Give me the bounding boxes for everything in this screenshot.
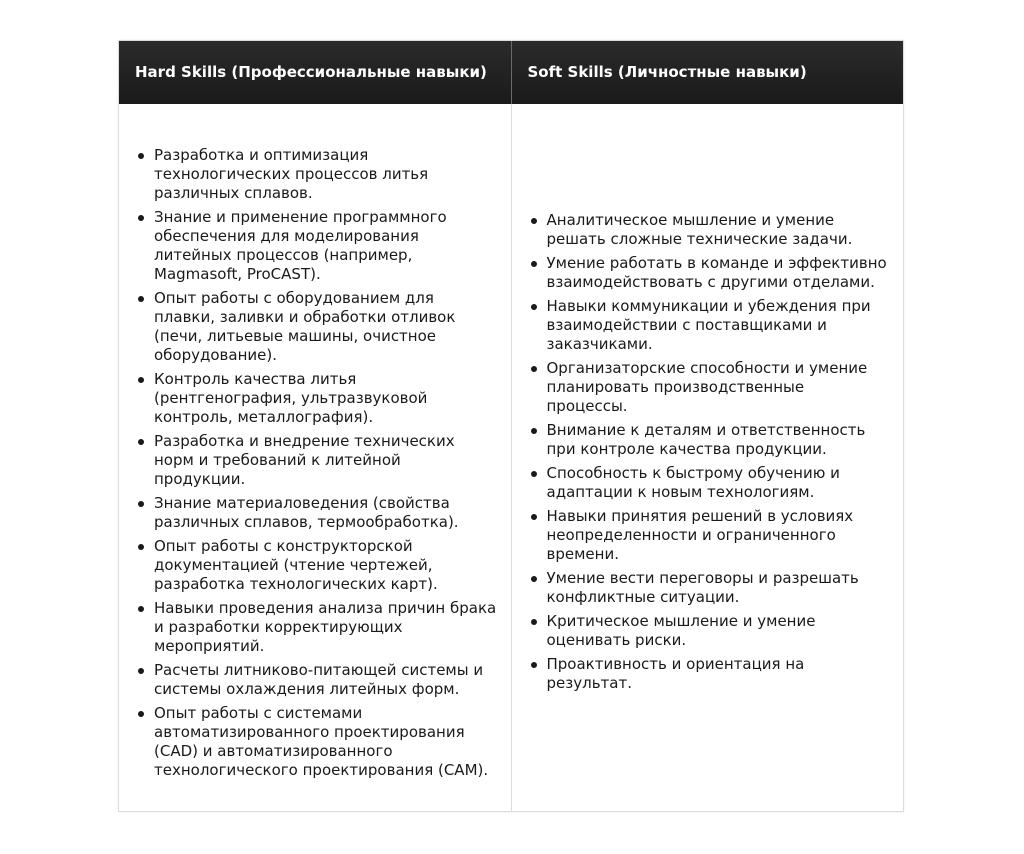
list-item: Контроль качества литья (рентгенография, ультразвуковой контроль, металлография). — [133, 370, 497, 427]
list-item: Проактивность и ориентация на результат. — [526, 655, 890, 693]
list-item: Навыки коммуникации и убеждения при взаимодействии с поставщиками и заказчиками. — [526, 297, 890, 354]
list-item: Внимание к деталям и ответственность при контроле качества продукции. — [526, 421, 890, 459]
list-item: Разработка и оптимизация технологических процессов литья различных сплавов. — [133, 146, 497, 203]
list-item: Опыт работы с оборудованием для плавки, заливки и обработки отливок (печи, литьевые машины, очистное оборудование). — [133, 289, 497, 365]
list-item: Опыт работы с конструкторской документацией (чтение чертежей, разработка технологических карт). — [133, 537, 497, 594]
table-header-row — [119, 41, 903, 104]
list-item: Навыки проведения анализа причин брака и разработки корректирующих мероприятий. — [133, 599, 497, 656]
list-item: Знание и применение программного обеспечения для моделирования литейных процессов (например, Magmasoft, ProCAST). — [133, 208, 497, 284]
list-item: Знание материаловедения (свойства различных сплавов, термообработка). — [133, 494, 497, 532]
soft-skills-cell — [511, 104, 904, 811]
list-item: Критическое мышление и умение оценивать риски. — [526, 612, 890, 650]
list-item: Опыт работы с системами автоматизированного проектирования (CAD) и автоматизированного технологического проектирования (CAM). — [133, 704, 497, 780]
list-item: Умение работать в команде и эффективно взаимодействовать с другими отделами. — [526, 254, 890, 292]
list-item: Разработка и внедрение технических норм и требований к литейной продукции. — [133, 432, 497, 489]
hard-skills-cell — [119, 104, 511, 811]
list-item: Умение вести переговоры и разрешать конфликтные ситуации. — [526, 569, 890, 607]
list-item: Навыки принятия решений в условиях неопределенности и ограниченного времени. — [526, 507, 890, 564]
header-hard-skills: Hard Skills (Профессиональные навыки) — [135, 63, 487, 81]
skills-table — [118, 40, 904, 812]
list-item: Аналитическое мышление и умение решать сложные технические задачи. — [526, 211, 890, 249]
hard-skills-list — [133, 146, 497, 780]
table-body-row — [119, 104, 903, 811]
header-soft-skills: Soft Skills (Личностные навыки) — [511, 41, 904, 104]
list-item: Способность к быстрому обучению и адаптации к новым технологиям. — [526, 464, 890, 502]
soft-skills-list — [526, 211, 890, 693]
list-item: Организаторские способности и умение планировать производственные процессы. — [526, 359, 890, 416]
list-item: Расчеты литниково-питающей системы и системы охлаждения литейных форм. — [133, 661, 497, 699]
